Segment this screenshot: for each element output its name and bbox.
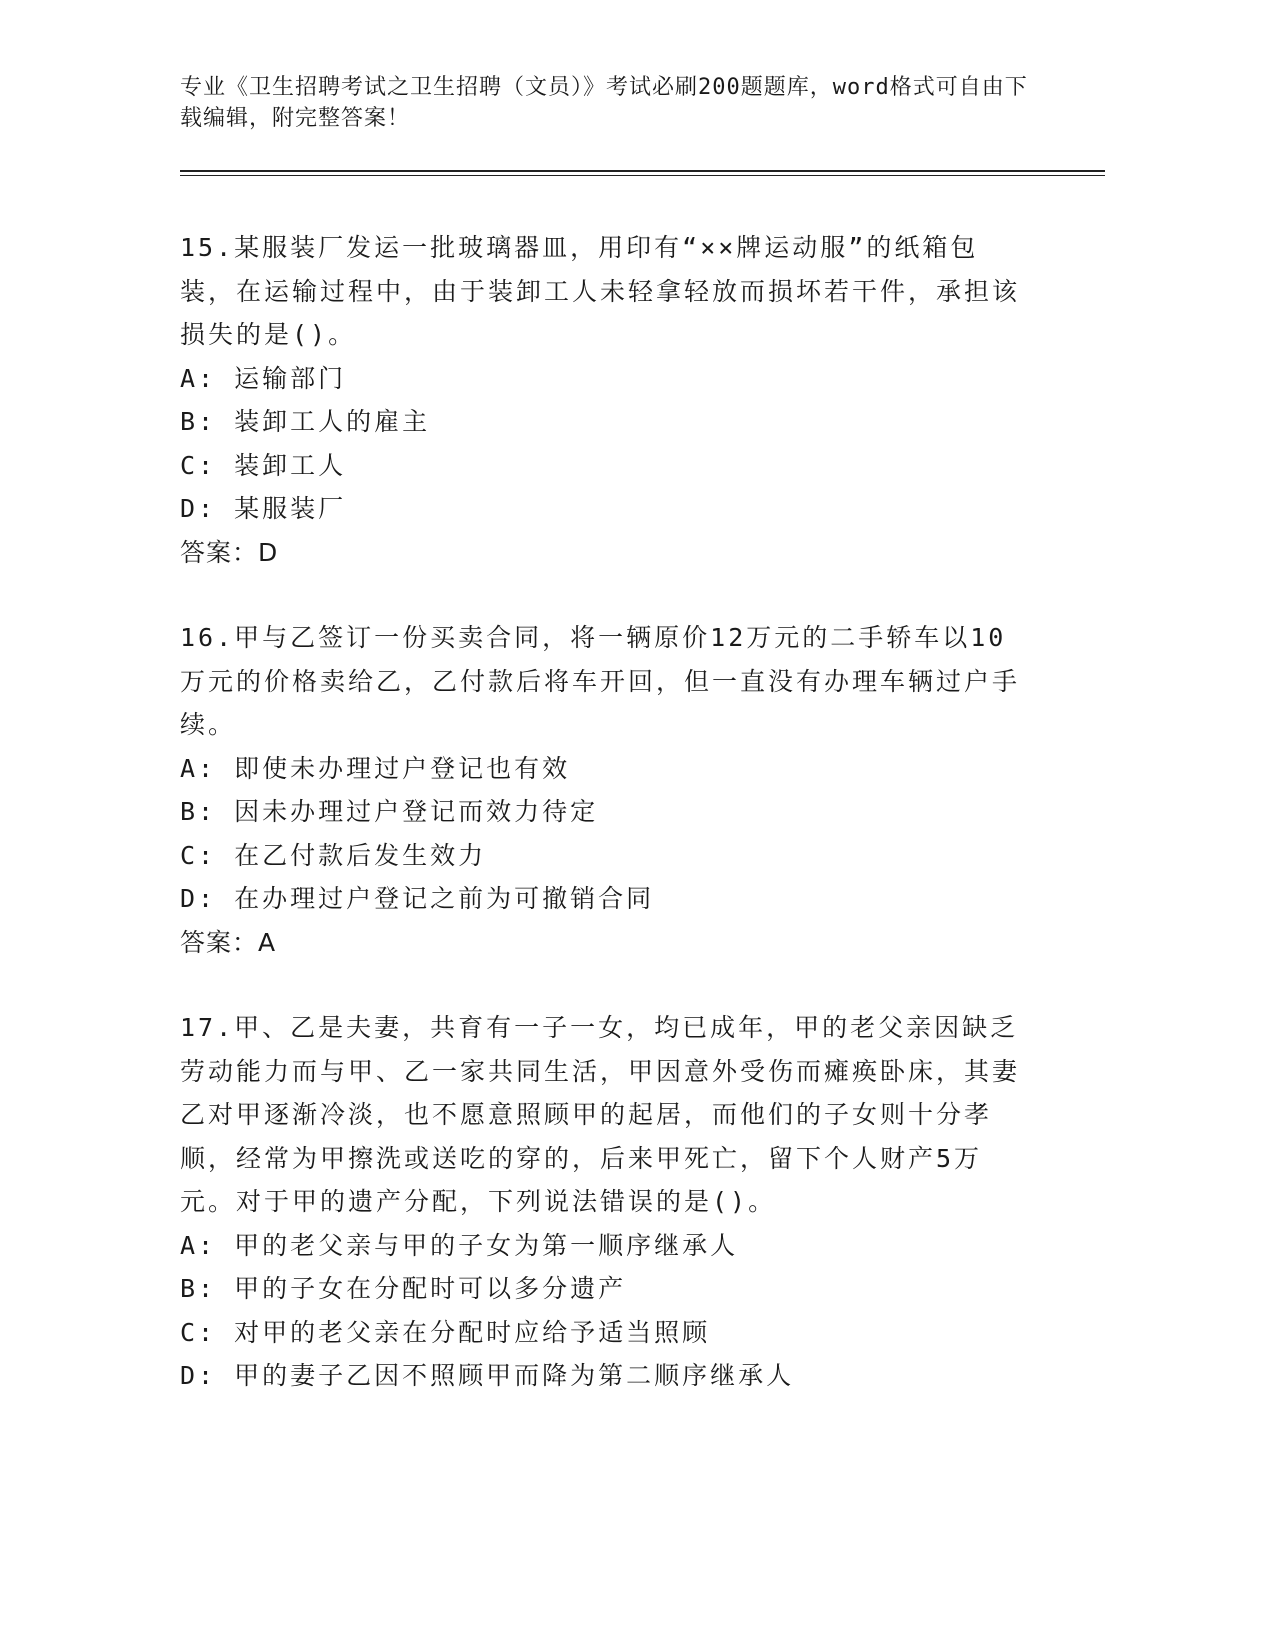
- question-stem: 15.某服装厂发运一批玻璃器皿，用印有“××牌运动服”的纸箱包装，在运输过程中，由于装卸工人未轻拿轻放而损坏若干件，承担该损失的是()。: [180, 233, 1021, 349]
- option-b: B: 装卸工人的雇主: [180, 407, 431, 436]
- header-divider: [180, 170, 1105, 176]
- question-list: [180, 226, 1110, 1398]
- question-stem: 16.甲与乙签订一份买卖合同，将一辆原价12万元的二手轿车以10万元的价格卖给乙，乙付款后将车开回，但一直没有办理车辆过户手续。: [180, 623, 1021, 739]
- option-a: A: 运输部门: [180, 363, 347, 393]
- document-header: 专业《卫生招聘考试之卫生招聘（文员）》考试必刷200题题库，word格式可自由下载编辑，附完整答案！: [180, 75, 1028, 131]
- option-a: A: 甲的老父亲与甲的子女为第一顺序继承人: [180, 1230, 739, 1260]
- answer-text: 答案：A: [180, 927, 277, 957]
- option-a: A: 即使未办理过户登记也有效: [180, 753, 571, 783]
- option-d: D: 在办理过户登记之前为可撤销合同: [180, 884, 655, 913]
- option-b: B: 因未办理过户登记而效力待定: [180, 797, 599, 826]
- question-15: [180, 226, 1110, 574]
- option-b: B: 甲的子女在分配时可以多分遗产: [180, 1274, 627, 1303]
- question-17: [180, 1006, 1110, 1398]
- question-16: [180, 616, 1110, 964]
- question-stem: 17.甲、乙是夫妻，共育有一子一女，均已成年，甲的老父亲因缺乏劳动能力而与甲、乙一家共同生活，甲因意外受伤而瘫痪卧床，其妻乙对甲逐渐冷淡，也不愿意照顾甲的起居，而他们的子女则十分孝顺，经常为甲擦洗或送吃的穿的，后来甲死亡，留下个人财产5万元。对于甲的遗产分配，下列说法错误的是()。: [180, 1013, 1021, 1216]
- option-d: D: 甲的妻子乙因不照顾甲而降为第二顺序继承人: [180, 1361, 795, 1390]
- document-page: [180, 0, 1110, 1440]
- option-c: C: 在乙付款后发生效力: [180, 840, 487, 870]
- option-c: C: 对甲的老父亲在分配时应给予适当照顾: [180, 1317, 711, 1347]
- option-c: C: 装卸工人: [180, 450, 347, 480]
- option-d: D: 某服装厂: [180, 494, 347, 523]
- answer-text: 答案：D: [180, 537, 279, 567]
